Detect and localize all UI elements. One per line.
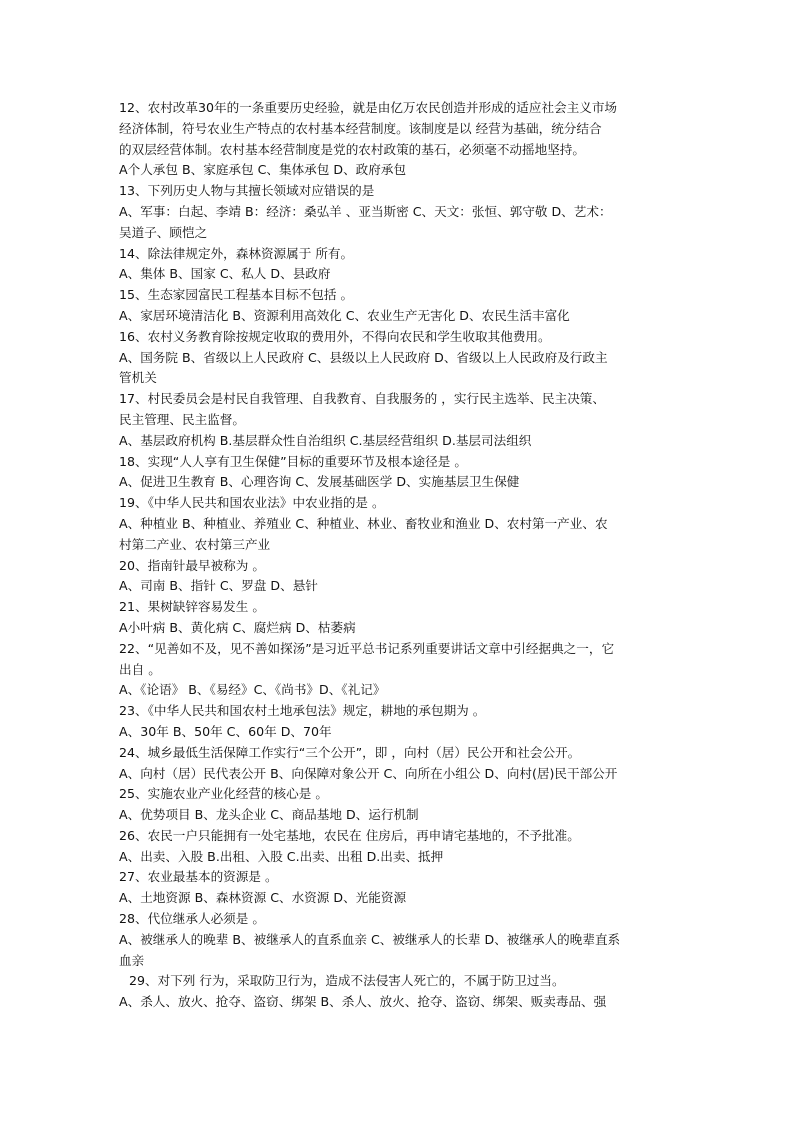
q12-stem-line-1: 12、农村改革30年的一条重要历史经验，就是由亿万农民创造并形成的适应社会主义市场 — [119, 100, 618, 115]
q27-options: A、土地资源 B、森林资源 C、水资源 D、光能资源 — [119, 890, 407, 906]
q22-stem-line-2: 出自 。 — [119, 661, 161, 677]
document-page — [119, 98, 675, 1013]
q23-options: A、30年 B、50年 C、60年 D、70年 — [119, 723, 332, 739]
q12-stem-line-3: 的双层经营体制。农村基本经营制度是党的农村政策的基石，必须毫不动摇地坚持。 — [119, 141, 585, 157]
q15-stem: 15、生态家园富民工程基本目标不包括 。 — [119, 287, 354, 303]
q17-stem-line-1: 17、村民委员会是村民自我管理、自我教育、自我服务的 ，实行民主选举、民主决策、 — [119, 391, 605, 407]
q15-options: A、家居环境清洁化 B、资源利用高效化 C、农业生产无害化 D、农民生活丰富化 — [119, 307, 570, 323]
q13-options-line-1: A、军事：白起、李靖 B：经济：桑弘羊 、亚当斯密 C、天文：张恒、郭守敬 D、艺术： — [119, 203, 612, 219]
q16-options-line-2: 管机关 — [119, 370, 157, 386]
q20-options: A、司南 B、指针 C、罗盘 D、悬针 — [119, 578, 318, 594]
q21-stem: 21、果树缺锌容易发生 。 — [119, 599, 265, 615]
q13-stem: 13、下列历史人物与其擅长领域对应错误的是 — [119, 183, 375, 199]
q26-options: A、出卖、入股 B.出租、入股 C.出卖、出租 D.出卖、抵押 — [119, 848, 444, 864]
q14-stem: 14、除法律规定外，森林资源属于 所有。 — [119, 245, 354, 261]
q18-options: A、促进卫生教育 B、心理咨询 C、发展基础医学 D、实施基层卫生保健 — [119, 474, 520, 490]
q19-options-line-2: 村第二产业、农村第三产业 — [119, 536, 271, 552]
q28-options-line-1: A、被继承人的晚辈 B、被继承人的直系血亲 C、被继承人的长辈 D、被继承人的晚辈直系 — [119, 931, 621, 947]
q24-stem: 24、城乡最低生活保障工作实行“三个公开”，即 ，向村（居）民公开和社会公开。 — [119, 744, 581, 760]
q16-stem: 16、农村义务教育除按规定收取的费用外，不得向农民和学生收取其他费用。 — [119, 328, 551, 344]
q28-stem: 28、代位继承人必须是 。 — [119, 911, 265, 927]
q14-options: A、集体 B、国家 C、私人 D、县政府 — [119, 266, 331, 282]
q25-options: A、优势项目 B、龙头企业 C、商品基地 D、运行机制 — [119, 807, 419, 823]
q22-options: A、《论语》 B、《易经》C、《尚书》D、《礼记》 — [119, 682, 386, 698]
q12-stem-line-2: 经济体制，符号农业生产特点的农村基本经营制度。该制度是以 经营为基础，统分结合 — [119, 120, 602, 136]
q29-options-line-1: A、杀人、放火、抢夺、盗窃、绑架 B、杀人、放火、抢夺、盗窃、绑架、贩卖毒品、强 — [119, 994, 607, 1010]
q22-stem-line-1: 22、“见善如不及，见不善如探汤”是习近平总书记系列重要讲话文章中引经据典之一，它 — [119, 640, 615, 656]
q13-options-line-2: 吴道子、顾恺之 — [119, 224, 208, 240]
q18-stem: 18、实现“人人享有卫生保健”目标的重要环节及根本途径是 。 — [119, 453, 467, 469]
q23-stem: 23、《中华人民共和国农村土地承包法》规定，耕地的承包期为 。 — [119, 703, 486, 719]
q21-options: A小叶病 B、黄化病 C、腐烂病 D、枯萎病 — [119, 619, 356, 635]
q12-options: A个人承包 B、家庭承包 C、集体承包 D、政府承包 — [119, 162, 407, 178]
q25-stem: 25、实施农业产业化经营的核心是 。 — [119, 786, 328, 802]
q27-stem: 27、农业最基本的资源是 。 — [119, 869, 278, 885]
q19-stem: 19、《中华人民共和国农业法》中农业指的是 。 — [119, 495, 385, 511]
q17-stem-line-2: 民主管理、民主监督。 — [119, 411, 245, 427]
q26-stem: 26、农民一户只能拥有一处宅基地，农民在 住房后，再申请宅基地的，不予批准。 — [119, 827, 580, 843]
q20-stem: 20、指南针最早被称为 。 — [119, 557, 265, 573]
q17-options: A、基层政府机构 B.基层群众性自治组织 C.基层经营组织 D.基层司法组织 — [119, 432, 532, 448]
q28-options-line-2: 血亲 — [119, 952, 145, 968]
q19-options-line-1: A、种植业 B、种植业、养殖业 C、种植业、林业、畜牧业和渔业 D、农村第一产业、农 — [119, 515, 608, 531]
q24-options: A、向村（居）民代表公开 B、向保障对象公开 C、向所在小组公 D、向村(居)民干部公开 — [119, 765, 618, 781]
q29-stem: 29、对下列 行为，采取防卫行为，造成不法侵害人死亡的，不属于防卫过当。 — [129, 973, 565, 989]
q16-options-line-1: A、国务院 B、省级以上人民政府 C、县级以上人民政府 D、省级以上人民政府及行政主 — [119, 349, 608, 365]
